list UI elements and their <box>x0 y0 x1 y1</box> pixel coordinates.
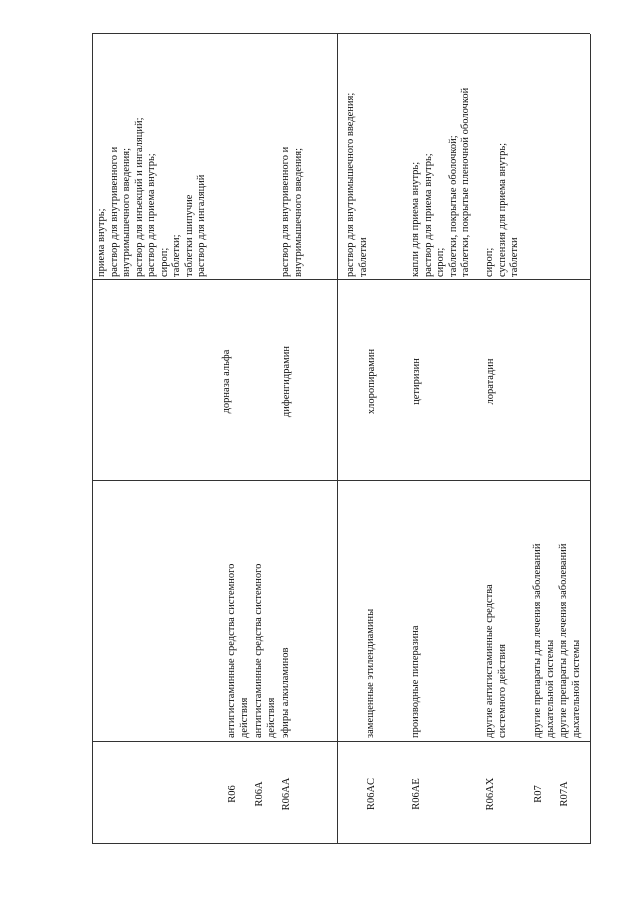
form-line: раствор для инъекций и ингаляций; <box>133 117 145 277</box>
name-line: производные пиперазина <box>410 625 421 738</box>
prev-inn: дорназа альфа <box>221 349 232 414</box>
name-line: дыхательной системы <box>544 639 556 738</box>
table-top-border <box>92 34 93 844</box>
atc-code: R06AX <box>485 777 496 811</box>
atc-code: R06AA <box>281 777 292 811</box>
col-sep-name-bottom <box>337 480 590 481</box>
form-line: сироп; <box>484 247 495 277</box>
atc-name <box>226 488 251 738</box>
atc-code: R06AC <box>366 777 377 811</box>
atc-name <box>532 488 557 738</box>
atc-name <box>253 488 278 738</box>
col-sep-inn-bottom <box>337 279 590 280</box>
form-line: раствор для приема внутрь; <box>146 153 157 277</box>
atc-code: R06AE <box>411 778 422 810</box>
name-line: системного действия <box>496 644 508 738</box>
table-bottom-border <box>590 34 591 844</box>
name-line: антигистаминные средства системного <box>226 563 237 738</box>
form-line: таблетки <box>509 237 520 277</box>
form-line: сироп; <box>435 247 446 277</box>
col-sep-code-top <box>92 741 337 742</box>
name-line: эфиры алкиламинов <box>280 647 291 738</box>
form-line: таблетки <box>357 237 369 277</box>
dosage-forms <box>280 37 305 277</box>
form-line: сироп; <box>158 247 170 277</box>
atc-name <box>365 488 378 738</box>
atc-code: R07 <box>533 785 544 803</box>
form-line: внутримышечного введения; <box>121 147 132 277</box>
form-line: раствор для ингаляций <box>196 174 207 277</box>
table-right-border <box>92 33 590 34</box>
form-line: капли для приема внутрь; <box>410 161 421 277</box>
col-sep-name-top <box>92 480 337 481</box>
form-line: таблетки, покрытые оболочкой; <box>447 135 459 277</box>
atc-name <box>280 488 293 738</box>
form-line: суспензия для приема внутрь; <box>496 142 508 277</box>
form-line: таблетки; <box>171 234 182 277</box>
atc-name <box>484 488 509 738</box>
name-line: другие препараты для лечения заболеваний <box>558 543 569 738</box>
atc-name <box>558 488 583 738</box>
dosage-forms <box>345 37 370 277</box>
prev-forms <box>96 37 209 277</box>
form-line: раствор для приема внутрь; <box>422 153 434 277</box>
name-line: другие антигистаминные средства <box>484 584 495 738</box>
name-line: действия <box>238 697 250 738</box>
atc-code: R06 <box>227 785 238 803</box>
form-line: таблетки, покрытые пленочной оболочкой <box>460 87 471 277</box>
atc-name <box>410 488 423 738</box>
dosage-forms <box>410 37 473 277</box>
name-line: другие препараты для лечения заболеваний <box>532 543 543 738</box>
dosage-forms <box>484 37 522 277</box>
form-line: приема внутрь; <box>96 208 107 277</box>
form-line: раствор для внутривенного и <box>108 146 120 277</box>
rotated-drug-table <box>92 34 590 844</box>
atc-code: R06A <box>254 781 265 807</box>
inn-name: цетиризин <box>411 358 422 405</box>
name-line: замещенные этилендиамины <box>365 608 376 738</box>
name-line: дыхательной системы <box>570 639 582 738</box>
table-middle-rule <box>337 34 338 844</box>
inn-name: дифенгидрамин <box>281 345 292 418</box>
name-line: действия <box>265 697 277 738</box>
table-left-border <box>92 843 590 844</box>
form-line: раствор для внутримышечного введения; <box>345 92 356 277</box>
atc-code: R07A <box>559 781 570 807</box>
form-line: внутримышечного введения; <box>292 147 304 277</box>
form-line: таблетки шипучие <box>183 194 195 277</box>
name-line: антигистаминные средства системного <box>253 563 264 738</box>
inn-name: хлоропирамин <box>366 348 377 415</box>
col-sep-inn-top <box>92 279 337 280</box>
col-sep-code-bottom <box>337 741 590 742</box>
form-line: раствор для внутривенного и <box>280 146 291 277</box>
inn-name: лоратадин <box>485 358 496 405</box>
